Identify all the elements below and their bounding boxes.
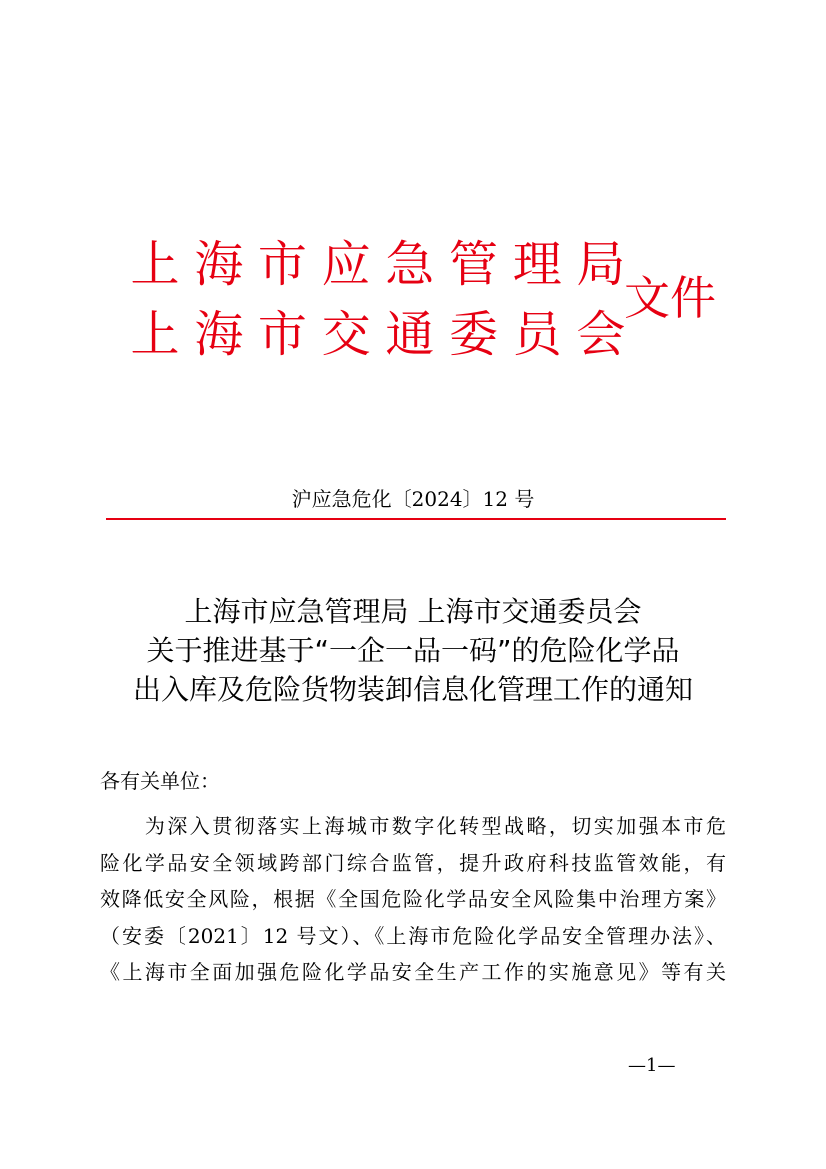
issuer-char: 会 bbox=[576, 306, 626, 363]
issuer-char: 理 bbox=[512, 236, 562, 293]
issuer-char: 上 bbox=[130, 236, 180, 293]
notice-title bbox=[0, 592, 826, 709]
issuer-char: 上 bbox=[130, 306, 180, 363]
issuer-char: 员 bbox=[512, 306, 562, 363]
page-number: —1— bbox=[628, 1055, 676, 1076]
body-line: 为深入贯彻落实上海城市数字化转型战略，切实加强本市危 bbox=[100, 814, 726, 838]
issuer-char: 局 bbox=[576, 236, 626, 293]
issuer-emergency-management-bureau bbox=[128, 232, 628, 298]
body-line: （安委〔2021〕12 号文）、《上海市危险化学品安全管理办法》、 bbox=[100, 923, 726, 948]
document-number: 沪应急危化〔2024〕12 号 bbox=[291, 487, 535, 511]
issuer-char: 急 bbox=[385, 236, 435, 293]
issuer-char: 通 bbox=[385, 306, 435, 363]
title-line-2: 关于推进基于“一企一品一码”的危险化学品 bbox=[146, 634, 680, 667]
issuer-char: 应 bbox=[321, 236, 371, 293]
body-line: 《上海市全面加强危险化学品安全生产工作的实施意见》等有关 bbox=[100, 960, 726, 984]
issuer-char: 海 bbox=[194, 236, 244, 293]
body-paragraph bbox=[100, 808, 726, 991]
issuer-transport-commission bbox=[128, 302, 628, 368]
issuer-char: 管 bbox=[449, 236, 499, 293]
issuer-char: 市 bbox=[257, 306, 307, 363]
issuer-char: 市 bbox=[257, 236, 307, 293]
salutation: 各有关单位： bbox=[100, 769, 220, 793]
document-suffix: 文件 bbox=[624, 271, 716, 325]
document-header bbox=[128, 232, 728, 372]
issuer-char: 海 bbox=[194, 306, 244, 363]
title-line-1: 上海市应急管理局 上海市交通委员会 bbox=[184, 595, 642, 628]
issuer-char: 交 bbox=[321, 306, 371, 363]
title-line-3: 出入库及危险货物装卸信息化管理工作的通知 bbox=[132, 673, 693, 706]
body-line: 险化学品安全领域跨部门综合监管，提升政府科技监管效能，有 bbox=[100, 850, 726, 875]
red-divider bbox=[106, 518, 726, 520]
issuer-char: 委 bbox=[449, 306, 499, 363]
body-line: 效降低安全风险，根据《全国危险化学品安全风险集中治理方案》 bbox=[100, 887, 726, 911]
